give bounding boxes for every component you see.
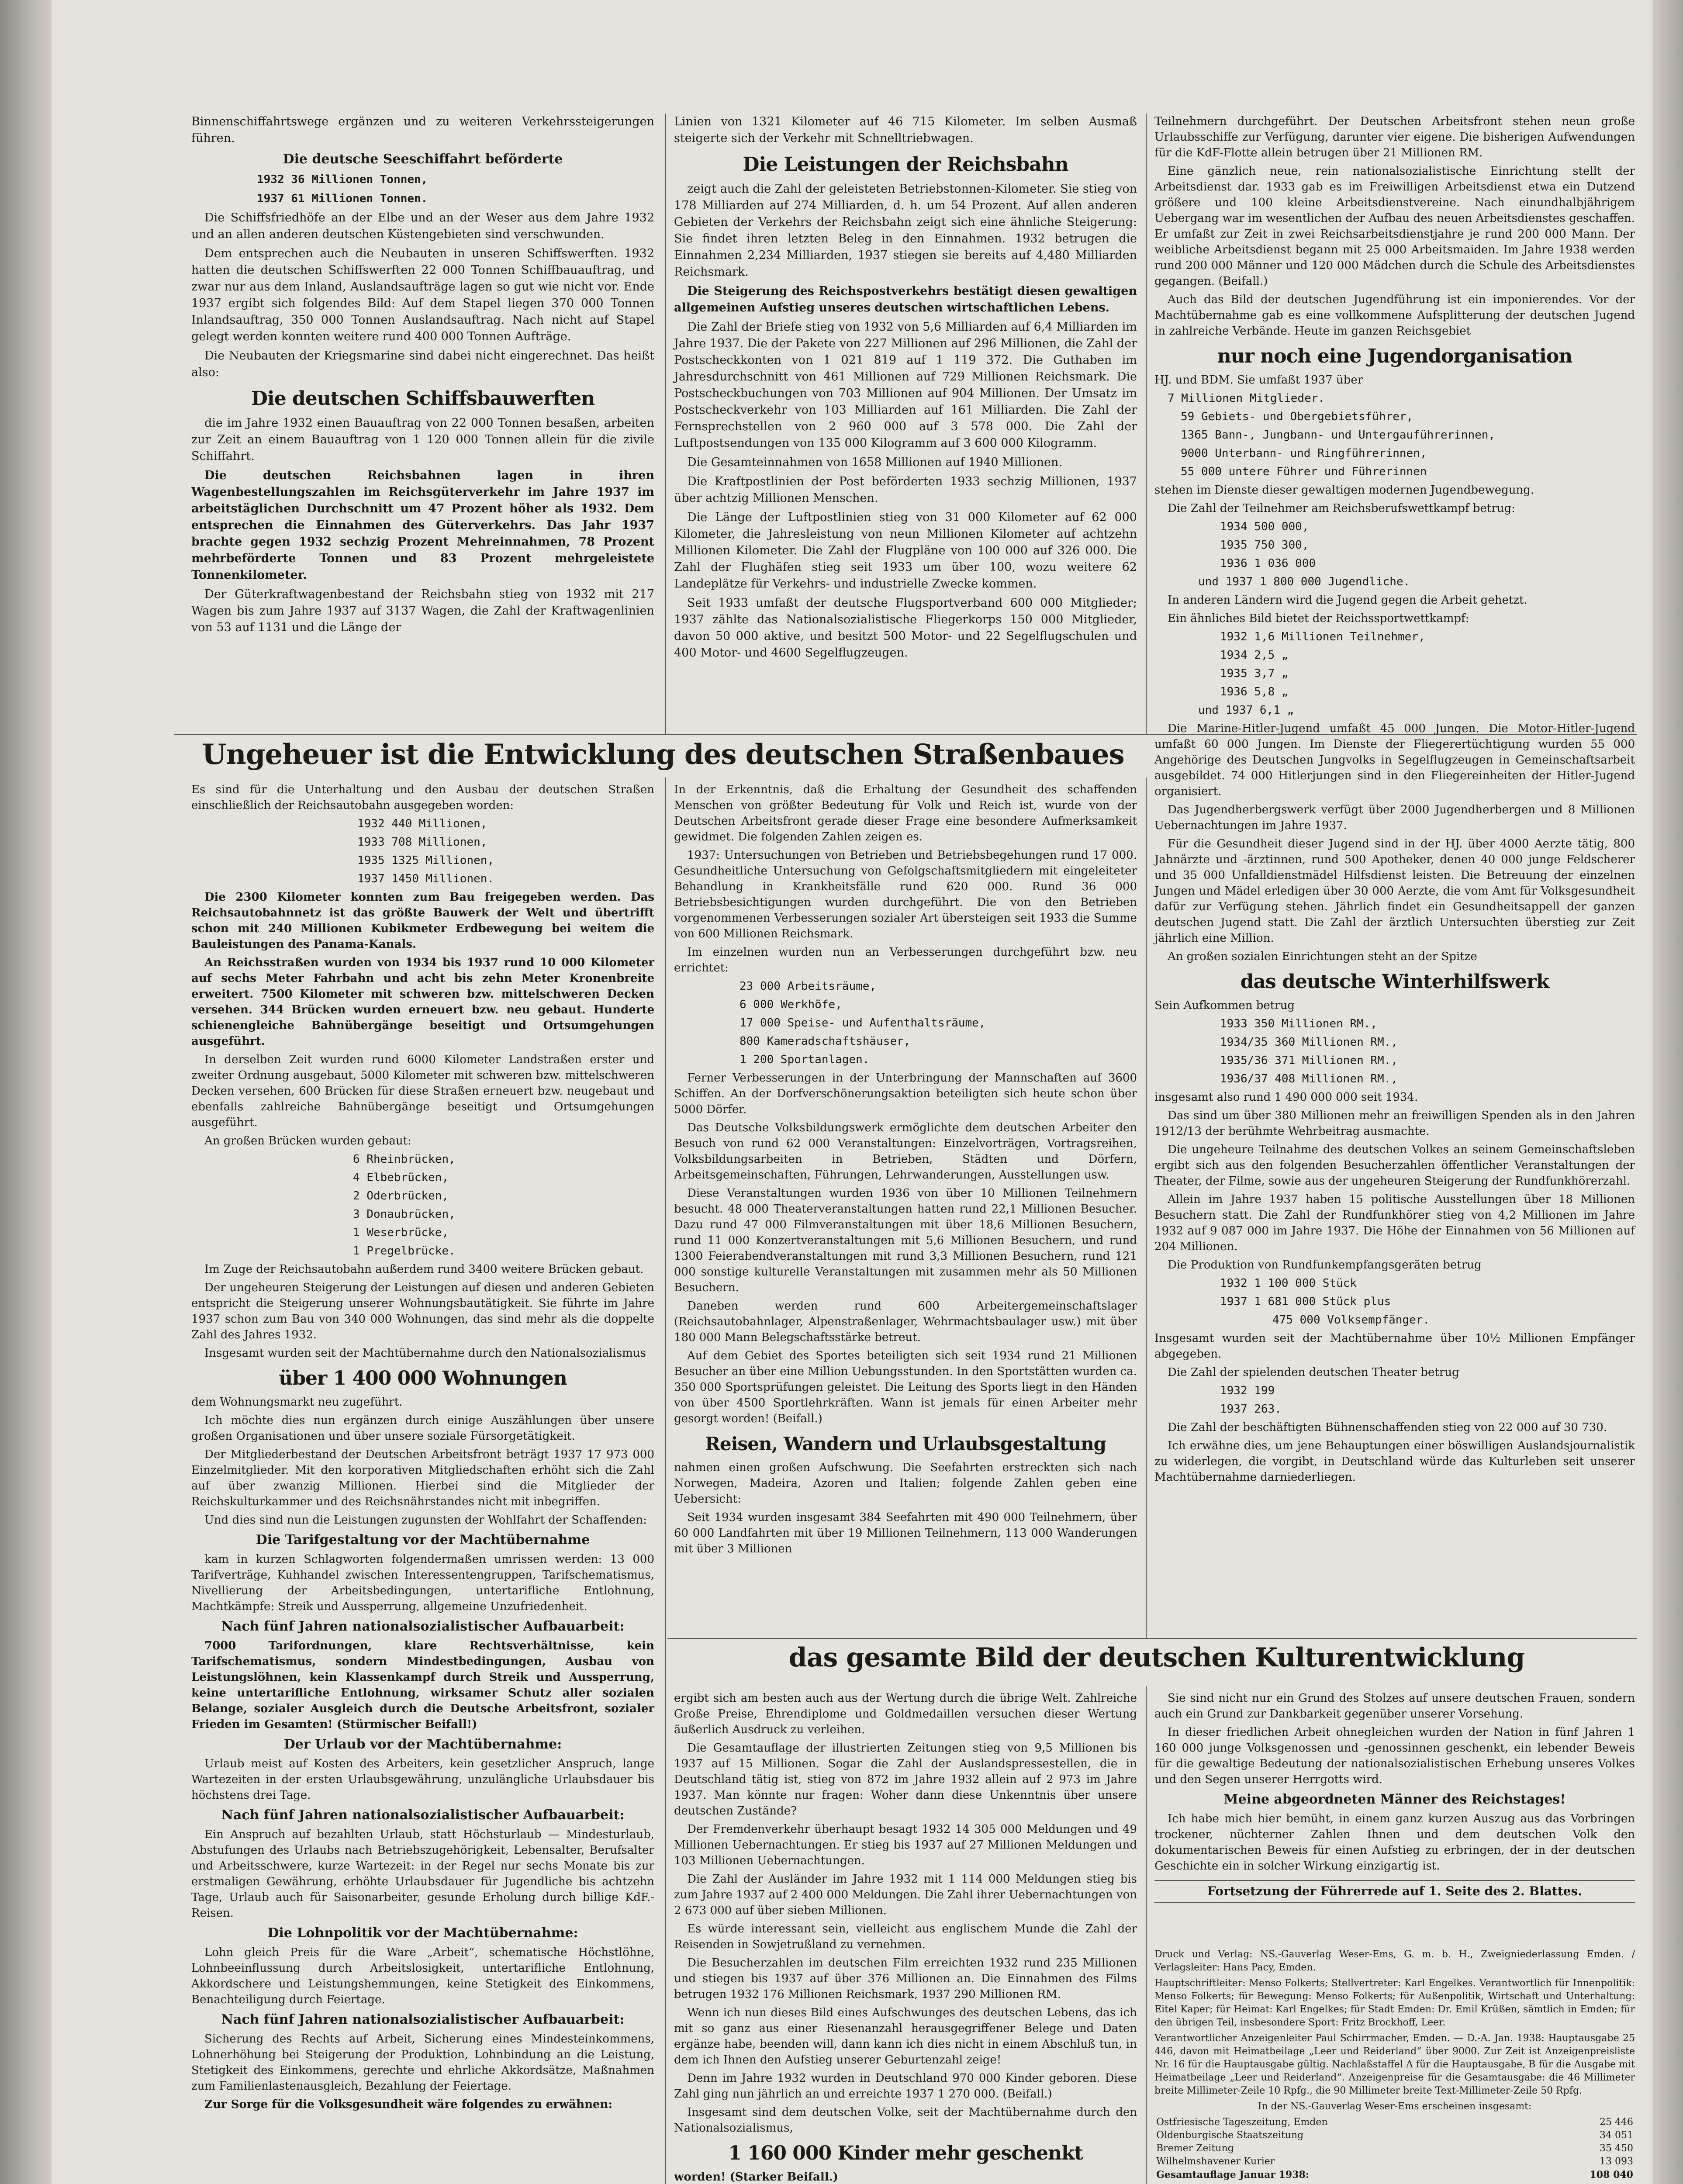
table-row-total bbox=[1154, 2168, 1635, 2181]
paragraph: Seit 1933 umfaßt der deutsche Flugsportverband 600 000 Mitglieder; 1937 zählte das Nationalsozialistische Fliegerkorps 150 000 Mitglieder, davon 50 000 aktive, und besitzt 500 Motor- und 22 Segelflugschulen und 400 Motor- und 4600 Segelflugzeugen. bbox=[674, 596, 1137, 660]
list-item: 1937 263. bbox=[1220, 1403, 1282, 1416]
paragraph: Es würde interessant sein, vielleicht aus englischem Munde die Zahl der Reisenden in Sowjetrußland zu vernehmen. bbox=[674, 1922, 1137, 1951]
column-1-top bbox=[191, 114, 654, 639]
list-item: 4 Elbebrücken, bbox=[353, 1171, 449, 1184]
paragraph: Insgesamt wurden seit der Machtübernahme über 10½ Millionen Empfänger abgegeben. bbox=[1154, 1332, 1635, 1361]
table-row bbox=[1154, 2142, 1635, 2155]
heading-jugendorganisation: nur noch eine Jugendorganisation bbox=[1217, 345, 1572, 367]
edition-name: Wilhelmshavener Kurier bbox=[1156, 2156, 1275, 2167]
column-rule-5 bbox=[1146, 1686, 1147, 2184]
paragraph: An großen sozialen Einrichtungen steht an der Spitze bbox=[1168, 950, 1477, 963]
list-item: 9000 Unterbann- und Ringführerinnen, bbox=[1181, 447, 1427, 460]
paragraph: Ich erwähne dies, um jene Behauptungen einer böswilligen Auslandsjournalistik zu widerlegen, die vorgibt, in Deutschland würde das Kulturleben seit unserer Machtübernahme darniederliegen. bbox=[1154, 1439, 1635, 1484]
heading-urlaub: Der Urlaub vor der Machtübernahme: bbox=[283, 1737, 562, 1752]
paragraph: Die Zahl der beschäftigten Bühnenschaffenden stieg von 22 000 auf 30 730. bbox=[1168, 1421, 1607, 1434]
list-item: 7 Millionen Mitglieder. bbox=[1168, 392, 1325, 405]
paragraph: An großen Brücken wurden gebaut: bbox=[204, 1134, 411, 1147]
paragraph: Ferner Verbesserungen in der Unterbringung der Mannschaften auf 3600 Schiffen. An der Dorfverschönerungsaktion beteiligten sich heute schon über 5000 Dörfer. bbox=[674, 1071, 1137, 1116]
newspaper-page bbox=[52, 0, 1652, 2184]
list-item: 55 000 untere Führer und Führerinnen bbox=[1181, 465, 1427, 478]
paragraph: Der Güterkraftwagenbestand der Reichsbahn stieg von 1932 mit 217 Wagen bis zum Jahre 1937 auf 3137 Wagen, die Zahl der Kraftwagenlinien von 53 auf 1131 und die Länge der bbox=[191, 587, 654, 634]
paragraph: Denn im Jahre 1932 wurden in Deutschland 970 000 Kinder geboren. Diese Zahl ging nun jährlich an und erreichte 1937 1 270 000. (Beifall.) bbox=[674, 2072, 1137, 2101]
total-label: Gesamtauflage Januar 1938: bbox=[1156, 2169, 1309, 2181]
paragraph: Diese Veranstaltungen wurden 1936 von über 10 Millionen Teilnehmern besucht. 48 000 Theaterveranstaltungen hatten rund 22,1 Millionen Besucher. Dazu rund 47 000 Filmveranstaltungen mit über 18,6 Millionen Besuchern, rund 11 000 Konzertveranstaltungen mit 5,6 Millionen Besuchern, und rund 1300 Feierabendveranstaltungen mit rund 3,3 Millionen Besuchern, rund 121 000 sonstige kulturelle Veranstaltungen mit zusammen mehr als 50 Millionen Besuchern. bbox=[674, 1187, 1137, 1294]
paragraph: insgesamt also rund 1 490 000 000 seit 1934. bbox=[1154, 1091, 1418, 1104]
heading-kinder: 1 160 000 Kinder mehr geschenkt bbox=[728, 2142, 1083, 2164]
column-2-lower bbox=[674, 1690, 1137, 2184]
paragraph: Sie sind nicht nur ein Grund des Stolzes auf unsere deutschen Frauen, sondern auch ein Grund zur Dankbarkeit gegenüber unserer Vorsehung. bbox=[1154, 1692, 1635, 1721]
paragraph: Urlaub meist auf Kosten des Arbeiters, kein gesetzlicher Anspruch, lange Wartezeiten in der ersten Urlaubsgewährung, unzulängliche Urlaubsdauer bis höchstens drei Tage. bbox=[191, 1757, 654, 1802]
paragraph: Insgesamt wurden seit der Machtübernahme durch den Nationalsozialismus bbox=[204, 1347, 646, 1360]
list-item: 6 Rheinbrücken, bbox=[353, 1153, 456, 1166]
paragraph: Die Gesamteinnahmen von 1658 Millionen auf 1940 Millionen. bbox=[687, 456, 1062, 469]
paragraph: Die Zahl der Teilnehmer am Reichsberufswettkampf betrug: bbox=[1168, 502, 1515, 515]
list-item: 1935 750 300, bbox=[1220, 539, 1309, 552]
paragraph: Es sind für die Unterhaltung und den Ausbau der deutschen Straßen einschließlich der Reichsautobahn ausgegeben worden: bbox=[191, 783, 654, 812]
paragraph: Sein Aufkommen betrug bbox=[1154, 999, 1295, 1012]
list-item: 1932 440 Millionen, bbox=[357, 817, 487, 830]
list-item: 1933 350 Millionen RM., bbox=[1220, 1017, 1378, 1030]
paragraph: Auf dem Gebiet des Sportes beteiligten sich seit 1934 rund 21 Millionen Besucher an über eine Million Uebungsstunden. In den Sportstätten wurden ca. 350 000 Sportsprüfungen geleistet. Die Leitung des Sports liegt in den Händen von über 4500 Sportlehrkräften. Wann ist jemals für einen Arbeiter mehr gesorgt worden! (Beifall.) bbox=[674, 1349, 1137, 1425]
paragraph: Für die Gesundheit dieser Jugend sind in der HJ. über 4000 Aerzte tätig, 800 Jahnärzte und -ärztinnen, rund 500 Apotheker, denen 40 000 junge Feldscherer und 35 000 Unfalldienstmädel Hilfsdienst leisten. Die Betreuung der einzelnen Jungen und Mädel erledigen über 30 000 Aerzte, die vom Amt für Volksgesundheit dafür zur Verfügung stehen. Jährlich findet ein Gesundheitsappell der ganzen deutschen Jugend statt. Die Zahl der ärztlich Untersuchten überstieg zur Zeit jährlich eine Million. bbox=[1154, 837, 1635, 945]
list-item: 1932 1,6 Millionen Teilnehmer, bbox=[1220, 630, 1425, 643]
paragraph: Die ungeheure Teilnahme des deutschen Volkes an seinem Gemeinschaftsleben ergibt sich aus den folgenden Besucherzahlen öffentlicher Veranstaltungen der Theater, der Filme, sowie aus der ungeheuren Steigerung der Rundfunkhörerzahl. bbox=[1154, 1143, 1635, 1188]
heading-wohnungen: über 1 400 000 Wohnungen bbox=[279, 1367, 567, 1389]
paragraph: Die 2300 Kilometer konnten zum Bau freigegeben werden. Das Reichsautobahnnetz ist das größte Bauwerk der Welt und übertrifft schon mit 240 Millionen Kubikmeter Erdbewegung bei weitem die Bauleistungen des Panama-Kanals. bbox=[191, 891, 654, 951]
heading-reichsbahn: Die Leistungen der Reichsbahn bbox=[743, 153, 1068, 176]
paragraph: Das Jugendherbergswerk verfügt über 2000 Jugendherbergen und 8 Millionen Uebernachtungen im Jahre 1937. bbox=[1154, 803, 1635, 832]
list-item: 1935 3,7 „ bbox=[1220, 667, 1289, 680]
list-item: 800 Kameradschaftshäuser, bbox=[740, 1035, 911, 1048]
paragraph: Eine gänzlich neue, rein nationalsozialistische Einrichtung stellt der Arbeitsdienst dar. 1933 gab es im Freiwilligen Arbeitsdienst etwa ein Dutzend größere und 100 kleine Arbeitsdienstvereine. Nach einundhalbjährigem Uebergang war im wesentlichen der Aufbau des neuen Arbeitsdienstes geschaffen. Er umfaßt zur Zeit in zwei Reichsarbeitsdienstjahre je rund 200 000 Mann. Der weibliche Arbeitsdienst begann mit 25 000 Arbeitsmaiden. Im Jahre 1938 werden rund 200 000 Männer und 120 000 Mädchen durch die Schule des Arbeitsdienstes gegangen. (Beifall.) bbox=[1154, 165, 1635, 288]
paragraph: stehen im Dienste dieser gewaltigen modernen Jugendbewegung. bbox=[1154, 484, 1534, 497]
list-item: 6 000 Werkhöfe, bbox=[740, 998, 842, 1011]
paragraph: Ein ähnliches Bild bietet der Reichssportwettkampf: bbox=[1168, 612, 1469, 625]
paragraph: An Reichsstraßen wurden von 1934 bis 1937 rund 10 000 Kilometer auf sechs Meter Fahrbahn und acht bis zehn Meter Kronenbreite erweitert. 7500 Kilometer mit schweren bzw. mittelschweren Decken versehen. 344 Brücken wurden erneuert bzw. neu gebaut. Hunderte schienengleiche Bahnübergänge beseitigt und Ortsumgehungen ausgeführt. bbox=[191, 956, 654, 1048]
list-item: 1935 1325 Millionen, bbox=[357, 854, 494, 867]
paragraph: Die Zahl der Ausländer im Jahre 1932 mit 1 114 000 Meldungen stieg bis zum Jahre 1937 auf 2 400 000 Meldungen. Die Zahl ihrer Uebernachtungen von 2 673 000 auf über sieben Millionen. bbox=[674, 1873, 1137, 1917]
heading-aufbauarbeit: Nach fünf Jahren nationalsozialistischer Aufbauarbeit: bbox=[221, 1619, 625, 1634]
paragraph: Ich möchte dies nun ergänzen durch einige Auszählungen über unsere großen Organisationen und über unsere soziale Fürsorgetätigkeit. bbox=[191, 1414, 654, 1443]
paragraph: Allein im Jahre 1937 haben 15 politische Ausstellungen über 18 Millionen Besuchern statt. Die Zahl der Rundfunkhörer stieg von 4,2 Millionen im Jahre 1932 auf 9 087 000 im Jahre 1937. Die Höhe der Einnahmen von 56 Millionen auf 204 Millionen. bbox=[1154, 1193, 1635, 1253]
list-item: 1936/37 408 Millionen RM., bbox=[1220, 1072, 1398, 1085]
heading-reisen: Reisen, Wandern und Urlaubsgestaltung bbox=[705, 1433, 1106, 1455]
list-item: 1937 1 681 000 Stück plus bbox=[1220, 1295, 1391, 1308]
banner-kulturentwicklung: das gesamte Bild der deutschen Kulturentwicklung bbox=[788, 1642, 1525, 1673]
paragraph: Die Gesamtauflage der illustrierten Zeitungen stieg von 9,5 Millionen bis 1937 auf 15 Millionen. Sogar die Zahl der Auslandspressestellen, die in Deutschland tätig ist, stieg von 872 im Jahre 1932 allein auf 2 973 im Jahre 1937. Man könnte nur fragen: Woher dann diese Unkenntnis über unsere deutschen Zustände? bbox=[674, 1742, 1137, 1818]
paragraph: Wenn ich nun dieses Bild eines Aufschwunges des deutschen Lebens, das ich mit so ganz aus einer Riesenanzahl herausgegriffener Belege und Daten ergänze habe, beenden will, dann kann ich dies nicht in einem Abschluß tun, in dem ich Ihnen den Aufstieg unserer Geburtenzahl zeige! bbox=[674, 2006, 1137, 2067]
banner-strassenbau: Ungeheuer ist die Entwicklung des deutschen Straßenbaues bbox=[202, 738, 1124, 771]
heading-aufbauarbeit: Nach fünf Jahren nationalsozialistischer Aufbauarbeit: bbox=[221, 2012, 625, 2027]
paragraph: Ein Anspruch auf bezahlten Urlaub, statt Höchsturlaub — Mindesturlaub, Abstufungen des Urlaubs nach Betriebszugehörigkeit, Lebensalter, Berufsalter und Arbeitsschwere, kurze Wartezeit: in der Regel nur sechs Monate bis zur erstmaligen Gewährung, erhöhte Urlaubsdauer für Jugendliche bis achtzehn Tage, Urlaub auch für Saisonarbeiter, gesunde Erholung durch billige KdF.-Reisen. bbox=[191, 1828, 654, 1920]
column-1-main bbox=[191, 782, 654, 2115]
edition-name: Ostfriesische Tageszeitung, Emden bbox=[1156, 2117, 1328, 2128]
paragraph: zeigt auch die Zahl der geleisteten Betriebstonnen-Kilometer. Sie stieg von 178 Milliarden auf 274 Milliarden, d. h. um 54 Prozent. Auf allen anderen Gebieten der Verkehrs der Reichsbahn zeigt sich eine ähnliche Steigerung: Sie findet ihren letzten Beleg in den Einnahmen. 1932 betrugen die Einnahmen 2,234 Milliarden, 1937 stiegen sie bereits auf 4,480 Milliarden Reichsmark. bbox=[674, 182, 1137, 279]
list-item: 1932 1 100 000 Stück bbox=[1220, 1277, 1357, 1290]
list-item: 1934 500 000, bbox=[1220, 520, 1309, 533]
impressum-editors: Hauptschriftleiter: Menso Folkerts; Stellvertreter: Karl Engelkes. Verantwortlich für Innenpolitik: Menso Folkerts; für Bewegung: Menso Folkerts; für Außenpolitik, Wirtschaft und Unterhaltung: Eitel Kaper; für Heimat: Karl Engelkes; für Stadt Emden: Dr. Emil Krüßen, sämtlich in Emden; für den übrigen Teil, insbesondere Sport: Fritz Brockhoff, Leer. bbox=[1154, 1978, 1635, 2028]
impressum bbox=[1154, 1948, 1635, 2181]
list-item: 1933 708 Millionen, bbox=[357, 836, 487, 849]
list-item: 1934/35 360 Millionen RM., bbox=[1220, 1036, 1398, 1049]
column-3 bbox=[1154, 114, 1635, 1488]
paragraph: Und dies sind nun die Leistungen zugunsten der Wohlfahrt der Schaffenden: bbox=[204, 1514, 647, 1527]
heading-aufbauarbeit: Nach fünf Jahren nationalsozialistischer Aufbauarbeit: bbox=[221, 1807, 625, 1823]
impressum-editions-heading: In der NS.-Gauverlag Weser-Ems erscheinen insgesamt: bbox=[1258, 2101, 1532, 2112]
paragraph: 7000 Tarifordnungen, klare Rechtsverhältnisse, kein Tarifschematismus, sondern Mindestbedingungen, Ausbau von Leistungslöhnen, kein Klassenkampf durch Streik und Aussperrung, keine untertarifliche Entlohnung, wirksamer Schutz aller sozialen Belange, sozialer Ausgleich durch die Deutsche Arbeitsfront, sozialer Frieden im Gesamten! (Stürmischer Beifall!) bbox=[191, 1639, 654, 1731]
paragraph: Das sind um über 380 Millionen mehr an freiwilligen Spenden als in den Jahren 1912/13 der berühmte Wehrbeitrag ausmachte. bbox=[1154, 1109, 1635, 1138]
list-item: 1932 36 Millionen Tonnen, bbox=[257, 173, 428, 186]
total-value: 108 040 bbox=[1590, 2169, 1633, 2181]
paragraph: Die Besucherzahlen im deutschen Film erreichten 1932 rund 235 Millionen und stiegen bis 1937 auf über 376 Millionen an. Die Einnahmen des Films betrugen 1932 176 Millionen Reichsmark, 1937 290 Millionen RM. bbox=[674, 1956, 1137, 2001]
paragraph: In dieser friedlichen Arbeit ohnegleichen wurden der Nation in fünf Jahren 1 160 000 junge Volksgenossen und -genossinnen geschenkt, ein lebender Beweis für die gewaltige Bedeutung der nationalsozialistischen Erhebung unseres Volkes und den Segen unserer Herrgotts wird. bbox=[1154, 1726, 1635, 1786]
banner2-rule bbox=[667, 1638, 1637, 1639]
impressum-ads: Verantwortlicher Anzeigenleiter Paul Schirrmacher, Emden. — D.-A. Jan. 1938: Hauptausgabe 25 446, davon mit Heimatbeilage „Leer und Reiderland“ über 9000. Zur Zeit ist Anzeigenpreisliste Nr. 16 für die Hauptausgabe gültig. Nachlaßstaffel A für die Hauptausgabe, B für die Ausgabe mit Heimatbeilage „Leer und Reiderland“. Anzeigenpreise für die Gesamtausgabe: die 46 Millimeter breite Millimeter-Zeile 10 Rpfg., die 90 Millimeter breite Text-Millimeter-Zeile 50 Rpfg. bbox=[1154, 2033, 1635, 2096]
continuation-notice: Fortsetzung der Führerrede auf 1. Seite des 2. Blattes. bbox=[1154, 1880, 1635, 1903]
circulation-table bbox=[1154, 2116, 1635, 2181]
edition-circulation: 25 446 bbox=[1600, 2117, 1633, 2128]
column-rule-2 bbox=[1146, 114, 1147, 734]
paragraph: Insgesamt sind dem deutschen Volke, seit der Machtübernahme durch den Nationalsozialismus, bbox=[674, 2106, 1137, 2135]
list-item: 17 000 Speise- und Aufenthaltsräume, bbox=[740, 1016, 986, 1030]
paragraph: Teilnehmern durchgeführt. Der Deutschen Arbeitsfront stehen neun große Urlaubsschiffe zur Verfügung, darunter vier eigene. Die bisherigen Aufwendungen für die KdF-Flotte allein betrugen über 21 Millionen RM. bbox=[1154, 115, 1635, 159]
column-rule-1 bbox=[665, 114, 666, 734]
edition-name: Oldenburgische Staatszeitung bbox=[1156, 2130, 1304, 2141]
column-3-lower bbox=[1154, 1690, 1635, 1905]
edition-circulation: 13 093 bbox=[1600, 2156, 1633, 2167]
list-item: 2 Oderbrücken, bbox=[353, 1189, 449, 1203]
heading-schiffsbauwerften: Die deutschen Schiffsbauwerften bbox=[251, 387, 595, 410]
list-item: 1 Pregelbrücke. bbox=[353, 1244, 456, 1258]
column-rule-3 bbox=[665, 778, 666, 2184]
paragraph: Sicherung des Rechts auf Arbeit, Sicherung eines Mindesteinkommens, Lohnerhöhung bei Steigerung der Produktion, Lohnbindung an die Leistung, Stetigkeit des Einkommens, gerechte und ehrliche Akkordsätze, Maßnahmen zum Familienlastenausgleich, Bezahlung der Feiertage. bbox=[191, 2032, 654, 2093]
heading-seeschiffahrt: Die deutsche Seeschiffahrt beförderte bbox=[283, 152, 563, 167]
list-item: und 1937 6,1 „ bbox=[1198, 704, 1294, 717]
paragraph: Ich habe mich hier bemüht, in einem ganz kurzen Auszug aus das Vorbringen trockener, nüchterner Zahlen Ihnen und dem deutschen Volk den dokumentarischen Beweis für einen Aufstieg zu erbringen, der in der deutschen Geschichte ein in solcher Wirkung einzigartig ist. bbox=[1154, 1812, 1635, 1873]
paragraph: Der Mitgliederbestand der Deutschen Arbeitsfront beträgt 1937 17 973 000 Einzelmitglieder. Mit den korporativen Mitgliedschaften erhöht sich die Zahl auf über zwanzig Millionen. Hierbei sind die Mitglieder der Reichskulturkammer und des Reichsnährstandes nicht mit inbegriffen. bbox=[191, 1448, 654, 1508]
paragraph: Die Länge der Luftpostlinien stieg von 31 000 Kilometer auf 62 000 Kilometer, die Jahresleistung von neun Millionen Kilometer auf achtzehn Millionen Kilometer. Die Zahl der Flugpläne von 100 000 auf 326 000. Die Zahl der Flughäfen stieg seit 1933 um über 100, wozu weitere 62 Landeplätze für Verkehrs- und industrielle Zwecke kommen. bbox=[674, 511, 1137, 591]
impressum-publisher: Druck und Verlag: NS.-Gauverlag Weser-Ems, G. m. b. H., Zweigniederlassung Emden. / Verlagsleiter: Hans Pacy, Emden. bbox=[1154, 1949, 1635, 1973]
paragraph: Der ungeheuren Steigerung der Leistungen auf diesen und anderen Gebieten entspricht die Steigerung unserer Wohnungsbautätigkeit. Sie führte im Jahre 1937 schon zum Bau von 340 000 Wohnungen, das sind mehr als die doppelte Zahl des Jahres 1932. bbox=[191, 1281, 654, 1341]
list-item: 1 Weserbrücke, bbox=[353, 1226, 449, 1239]
paragraph: Lohn gleich Preis für die Ware „Arbeit“, schematische Höchstlöhne, Lohnbeeinflussung durch Arbeitslosigkeit, untertarifliche Entlohnung, Akkordschere und Leistungshemmungen, keine Stetigkeit des Einkommens, Benachteiligung durch Feiertage. bbox=[191, 1946, 654, 2006]
list-item: 1937 1450 Millionen. bbox=[357, 872, 494, 885]
paragraph: Das Deutsche Volksbildungswerk ermöglichte dem deutschen Arbeiter den Besuch von rund 62 000 Veranstaltungen: Einzelvorträgen, Vortragsreihen, Volksbildungsarbeiten in Betrieben, Städten und Dörfern, Arbeitsgemeinschaften, Führungen, Lehrwanderungen, Ausstellungen usw. bbox=[674, 1121, 1137, 1182]
paragraph: HJ. und BDM. Sie umfaßt 1937 über bbox=[1154, 373, 1363, 387]
paragraph: Die Kraftpostlinien der Post beförderten 1933 sechzig Millionen, 1937 über achtzig Millionen Menschen. bbox=[674, 475, 1137, 505]
list-item: 475 000 Volksempfänger. bbox=[1272, 1313, 1430, 1327]
table-row bbox=[1154, 2116, 1635, 2129]
paragraph: 1937: Untersuchungen von Betrieben und Betriebsbegehungen rund 17 000. Gesundheitliche Untersuchung von Gefolgschaftsmitgliedern mit eingeleiteter Behandlung in Krankheitsfälle rund 620 000. Rund 36 000 Betriebsbesichtigungen wurden durchgeführt. Die von den Betrieben vorgenommenen Verbesserungen sozialer Art übersteigen seit 1933 die Summe von 600 Millionen Reichsmark. bbox=[674, 849, 1137, 940]
paragraph: Die Marine-Hitler-Jugend umfaßt 45 000 Jungen. Die Motor-Hitler-Jugend umfaßt 60 000 Jungen. Im Dienste der Fliegerertüchtigung wurden 55 000 Angehörige des Deutschen Jungvolks in Segelflugzeugen in Gemeinschaftsarbeit ausgebildet. 74 000 Hitlerjungen sind in den Fliegereinheiten der Hitler-Jugend organisiert. bbox=[1154, 722, 1635, 798]
paragraph: ergibt sich am besten auch aus der Wertung durch die übrige Welt. Zahlreiche Große Preise, Ehrendiplome und Goldmedaillen versuchen dieser Wertung äußerlich Ausdruck zu verleihen. bbox=[674, 1692, 1137, 1736]
scan-right-edge bbox=[1652, 0, 1683, 2184]
heading-abgeordnete: Meine abgeordneten Männer des Reichstages! bbox=[1223, 1792, 1566, 1807]
paragraph: Zur Sorge für die Volksgesundheit wäre folgendes zu erwähnen: bbox=[204, 2098, 613, 2111]
paragraph: Linien von 1321 Kilometer auf 46 715 Kilometer. Im selben Ausmaß steigerte sich der Verkehr mit Schnelltriebwagen. bbox=[674, 115, 1137, 145]
column-rule-4 bbox=[1146, 778, 1147, 1638]
paragraph: Die Produktion von Rundfunkempfangsgeräten betrug bbox=[1168, 1258, 1482, 1272]
list-item: 1935/36 371 Millionen RM., bbox=[1220, 1054, 1398, 1067]
list-item: 1936 1 036 000 bbox=[1220, 557, 1316, 570]
table-row bbox=[1154, 2129, 1635, 2142]
list-item: 59 Gebiets- und Obergebietsführer, bbox=[1181, 410, 1413, 423]
list-item: 1937 61 Millionen Tonnen. bbox=[257, 192, 428, 205]
heading-tarifgestaltung: Die Tarifgestaltung vor der Machtübernahme bbox=[256, 1532, 590, 1548]
list-item: 1934 2,5 „ bbox=[1220, 649, 1289, 662]
paragraph: Auch das Bild der deutschen Jugendführung ist ein imponierendes. Vor der Machtübernahme gab es eine vollkommene Aufsplitterung der deutschen Jugend in zahlreiche Verbände. Heute im ganzen Reichsgebiet bbox=[1154, 293, 1635, 338]
list-item: 1932 199 bbox=[1220, 1384, 1275, 1397]
paragraph: In der Erkenntnis, daß die Erhaltung der Gesundheit des schaffenden Menschen von größter Bedeutung für Volk und Reich ist, wurde von der Deutschen Arbeitsfront gerade dieser Frage eine besondere Aufmerksamkeit gewidmet. Die folgenden Zahlen zeigen es. bbox=[674, 783, 1137, 843]
paragraph: Die Neubauten der Kriegsmarine sind dabei nicht eingerechnet. Das heißt also: bbox=[191, 349, 654, 379]
paragraph: Dem entsprechen auch die Neubauten in unseren Schiffswerften. 1932 hatten die deutschen Schiffswerften 22 000 Tonnen Schiffbauauftrag, und zwar nur aus dem Inland, Auslandsaufträge lagen so gut wie nicht vor. Ende 1937 ergibt sich folgendes Bild: Auf dem Stapel liegen 370 000 Tonnen Inlandsauftrag, 350 000 Tonnen Auslandsauftrag. Nach nicht auf Stapel gelegt werden konnten weitere rund 400 000 Tonnen Aufträge. bbox=[191, 247, 654, 343]
list-item: 1365 Bann-, Jungbann- und Untergauführerinnen, bbox=[1181, 429, 1496, 442]
table-row bbox=[1154, 2155, 1635, 2168]
heading-winterhilfswerk: das deutsche Winterhilfswerk bbox=[1240, 971, 1549, 993]
paragraph: In derselben Zeit wurden rund 6000 Kilometer Landstraßen erster und zweiter Ordnung ausgebaut, 5000 Kilometer mit schweren bzw. mittelschweren Decken versehen, 600 Brücken für diese Straßen erneuert bzw. neugebaut und ebenfalls zahlreiche Bahnübergänge beseitigt und Ortsumgehungen ausgeführt. bbox=[191, 1053, 654, 1129]
paragraph: Die Steigerung des Reichspostverkehrs bestätigt diesen gewaltigen allgemeinen Aufstieg unseres deutschen wirtschaftlichen Lebens. bbox=[674, 284, 1137, 314]
paragraph: Die Zahl der Briefe stieg von 1932 von 5,6 Milliarden auf 6,4 Milliarden im Jahre 1937. Die der Pakete von 227 Millionen auf 296 Millionen, die Zahl der Postscheckkonten von 1 021 819 auf 1 119 372. Die Guthaben im Jahresdurchschnitt von 461 Millionen auf 729 Millionen Reichsmark. Die Postscheckbuchungen von 703 Millionen auf 904 Millionen. Der Umsatz im Postscheckverkehr von 103 Milliarden auf 161 Milliarden. Die Zahl der Fernsprechstellen von 2 960 000 auf 3 578 000. Die Zahl der Luftpostsendungen von 135 000 Kilogramm auf 3 600 000 Kilogramm. bbox=[674, 320, 1137, 450]
paragraph: Die deutschen Reichsbahnen lagen in ihren Wagenbestellungszahlen im Reichsgüterverkehr im Jahre 1937 im arbeitstäglichen Durchschnitt um 47 Prozent höher als 1932. Dem entsprechen die Einnahmen des Güterverkehrs. Das Jahr 1937 brachte gegen 1932 sechzig Prozent Mehreinnahmen, 78 Prozent mehrbeförderte Tonnen und 83 Prozent mehrgeleistete Tonnenkilometer. bbox=[191, 469, 654, 582]
list-item: 1936 5,8 „ bbox=[1220, 685, 1289, 698]
heading-lohnpolitik: Die Lohnpolitik vor der Machtübernahme: bbox=[267, 1925, 578, 1941]
intro-text: Binnenschiffahrtswege ergänzen und zu weiteren Verkehrssteigerungen führen. bbox=[191, 115, 654, 145]
column-2-main bbox=[674, 782, 1137, 1559]
paragraph: Die Schiffsfriedhöfe an der Elbe und an der Weser aus dem Jahre 1932 und an allen anderen deutschen Küstengebieten sind verschwunden. bbox=[191, 211, 654, 241]
column-2-top bbox=[674, 114, 1137, 664]
edition-circulation: 35 450 bbox=[1600, 2143, 1633, 2154]
paragraph: nahmen einen großen Aufschwung. Die Seefahrten erstreckten sich nach Norwegen, Madeira, Azoren und Italien; folgende Zahlen geben eine Uebersicht: bbox=[674, 1461, 1137, 1506]
scan-binding-edge bbox=[0, 0, 52, 2184]
paragraph: Der Fremdenverkehr überhaupt besagt 1932 14 305 000 Meldungen und 49 Millionen Uebernachtungen. Er stieg bis 1937 auf 27 Millionen Meldungen und 103 Millionen Uebernachtungen. bbox=[674, 1823, 1137, 1867]
paragraph: In anderen Ländern wird die Jugend gegen die Arbeit gehetzt. bbox=[1168, 594, 1527, 607]
paragraph: kam in kurzen Schlagworten folgendermaßen umrissen werden: 13 000 Tarifverträge, Kuhhandel zwischen Interessentengruppen, Tarifschematismus, Nivellierung der Arbeitsbedingungen, untertarifliche Entlohnung, Machtkämpfe: Streik und Aussperrung, allgemeine Unzufriedenheit. bbox=[191, 1553, 654, 1613]
paragraph: Daneben werden rund 600 Arbeitergemeinschaftslager (Reichsautobahnlager, Alpenstraßenlager, Wehrmachtsbaulager usw.) mit über 180 000 Mann Belegschaftsstärke betreut. bbox=[674, 1299, 1137, 1344]
edition-circulation: 34 051 bbox=[1600, 2130, 1633, 2141]
edition-name: Bremer Zeitung bbox=[1156, 2143, 1234, 2154]
paragraph: dem Wohnungsmarkt neu zugeführt. bbox=[191, 1396, 403, 1409]
list-item: und 1937 1 800 000 Jugendliche. bbox=[1198, 575, 1410, 588]
paragraph: Seit 1934 wurden insgesamt 384 Seefahrten mit 490 000 Teilnehmern, über 60 000 Landfahrten mit über 19 Millionen Teilnehmern, 113 000 Wanderungen mit über 3 Millionen bbox=[674, 1511, 1137, 1555]
paragraph: worden! (Starker Beifall.) bbox=[674, 2170, 838, 2184]
list-item: 1 200 Sportanlagen. bbox=[740, 1053, 870, 1066]
paragraph: die im Jahre 1932 einen Bauauftrag von 22 000 Tonnen besaßen, arbeiten zur Zeit an einem Bauauftrag von 1 120 000 Tonnen allein für die zivile Schiffahrt. bbox=[191, 416, 654, 463]
paragraph: Die Zahl der spielenden deutschen Theater betrug bbox=[1168, 1366, 1459, 1379]
list-item: 23 000 Arbeitsräume, bbox=[740, 980, 877, 993]
list-item: 3 Donaubrücken, bbox=[353, 1208, 456, 1221]
paragraph: Im einzelnen wurden nun an Verbesserungen durchgeführt bzw. neu errichtet: bbox=[674, 946, 1137, 975]
paragraph: Im Zuge der Reichsautobahn außerdem rund 3400 weitere Brücken gebaut. bbox=[204, 1263, 644, 1276]
